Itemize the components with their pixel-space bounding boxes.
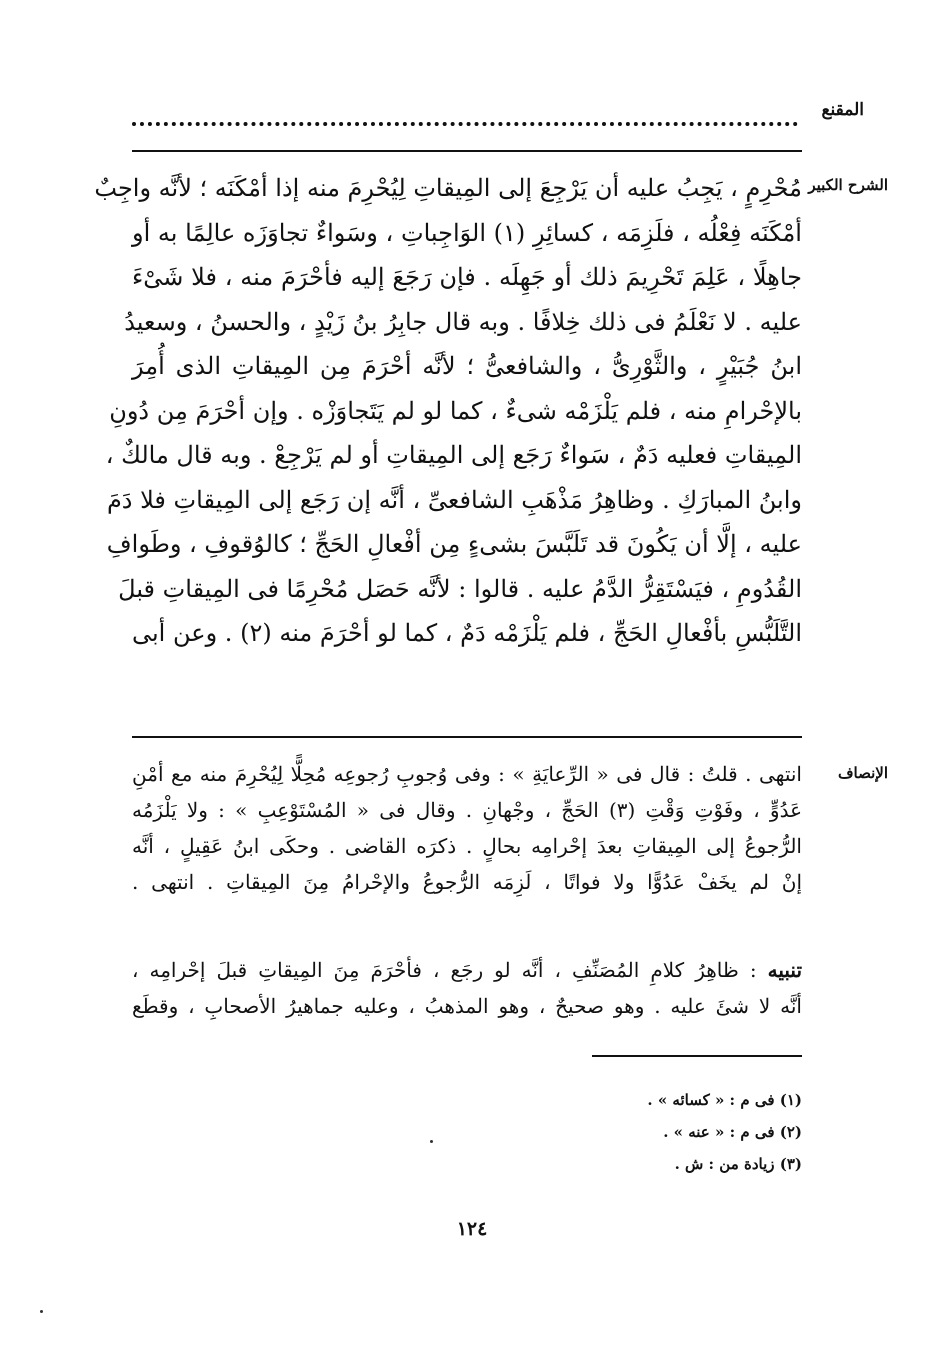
text-line: عَدُوٍّ ، وفَوْتِ وَقْتِ (٣) الحَجِّ ، وجْهانِ . وقال فى « المُسْتَوْعِبِ » : ولا يَلْزَمُه (132, 798, 803, 822)
text-line: عليه ، إلَّا أن يَكُونَ قد تَلَبَّسَ بشىءٍ مِن أفْعالِ الحَجِّ ؛ كالوُقوفِ ، وطَوافِ (106, 530, 802, 558)
text-line: أمْكَنَه فِعْلُه ، فلَزِمَه ، كسائِرِ (١) الوَاجِباتِ ، وسَواءٌ تجاوَزَه عالِمًا به أو (132, 218, 802, 247)
tanbih-label: تنبيه (767, 958, 803, 982)
text-line: مُحْرِمٍ ، يَجِبُ عليه أن يَرْجِعَ إلى المِيقاتِ لِيُحْرِمَ منه إذا أمْكَنَه ؛ لأنَّه واجِبٌ (94, 174, 802, 202)
text-line: الرُّجوعُ إلى المِيقاتِ بعدَ إحْرامِه بحالٍ . ذكرَه القاضى . وحكَى ابنُ عَقِيلٍ ، أنَّه (132, 834, 802, 858)
text-line: إنْ لم يخَفْ عَدُوًّا ولا فواتًا ، لَزِمَه الرُّجوعُ والإحْرامُ مِنَ المِيقاتِ . انتهى . (132, 870, 802, 894)
footnote-rule (592, 1055, 802, 1057)
text-line: انتهى . قلتُ : قال فى « الرِّعايَةِ » : وفى وُجوبِ رُجوعِه مُحِلًّا لِيُحْرِمَ منه مع أمْنِ (132, 762, 802, 786)
side-label-insaf: الإنصاف (837, 764, 888, 782)
footnotes (647, 1084, 802, 1180)
text-line: المِيقاتِ فعليه دَمٌ ، سَواءٌ رَجَع إلى المِيقاتِ أو لم يَرْجِعْ . وبه قال مالكٌ ، (105, 441, 802, 469)
sharh-text-block (94, 166, 802, 656)
footnote: (١) فى م : « كسائه » . (647, 1091, 802, 1109)
insaf-text-block (132, 756, 802, 900)
text-line: عليه . لا نَعْلَمُ فى ذلك خِلافًا . وبه قال جابِرُ بنُ زَيْدٍ ، والحسنُ ، وسعيدُ (124, 307, 802, 336)
running-header-title: المقنع (821, 100, 864, 120)
text-line: أنَّه لا شئَ عليه . وهو صحيحٌ ، وهو المذهبُ ، وعليه جماهيرُ الأصحابِ ، وقطَع (132, 994, 802, 1018)
footnote: (٢) فى م : « عنه » . (663, 1123, 802, 1141)
text-line: التَّلَبُّسِ بأفْعالِ الحَجِّ ، فلم يَلْزَمْه دَمٌ ، كما لو أحْرَمَ منه (٢) . وعن أبى (132, 619, 802, 647)
text-line: جاهِلًا ، عَلِمَ تَحْرِيمَ ذلك أو جَهِلَه . فإن رَجَعَ إليه فأحْرَمَ منه ، فلا شَىْءَ (132, 263, 802, 291)
text-line (132, 952, 802, 988)
scan-speck (40, 1310, 43, 1313)
text-line: ابنُ جُبَيْرٍ ، والثَّوْرِىُّ ، والشافعىُّ ؛ لأنَّه أحْرَمَ مِن المِيقاتِ الذى أُمِرَ (132, 352, 802, 380)
scan-speck (430, 1140, 433, 1143)
footnote: (٣) زيادة من : ش . (674, 1155, 802, 1173)
text-line: القُدُومِ ، فيَسْتَقِرُّ الدَّمُ عليه . قالوا : لأنَّه حَصَل مُحْرِمًا فى المِيقاتِ قبلَ (118, 574, 802, 603)
section-divider (132, 736, 802, 738)
text-line: وابنُ المبارَكِ . وظاهِرُ مَذْهَبِ الشافعىِّ ، أنَّه إن رَجَع إلى المِيقاتِ فلا دَمَ (106, 485, 802, 514)
side-label-sharh: الشرح الكبير (808, 176, 888, 194)
header-dotted-rule (132, 104, 798, 126)
text-line: بالإحْرامِ منه ، فلم يَلْزَمْه شىءٌ ، كما لو لم يَتَجاوَزْه . وإن أحْرَمَ مِن دُونِ (109, 396, 802, 425)
tanbih-line-text: : ظاهِرُ كلامِ المُصَنِّفِ ، أنَّه لو رجَع ، فأحْرَمَ مِنَ المِيقاتِ قبلَ إحْرامِه ، (132, 958, 757, 982)
page-number: ١٢٤ (456, 1218, 488, 1240)
header-rule (132, 150, 802, 152)
tanbih-text-block (132, 952, 802, 1024)
